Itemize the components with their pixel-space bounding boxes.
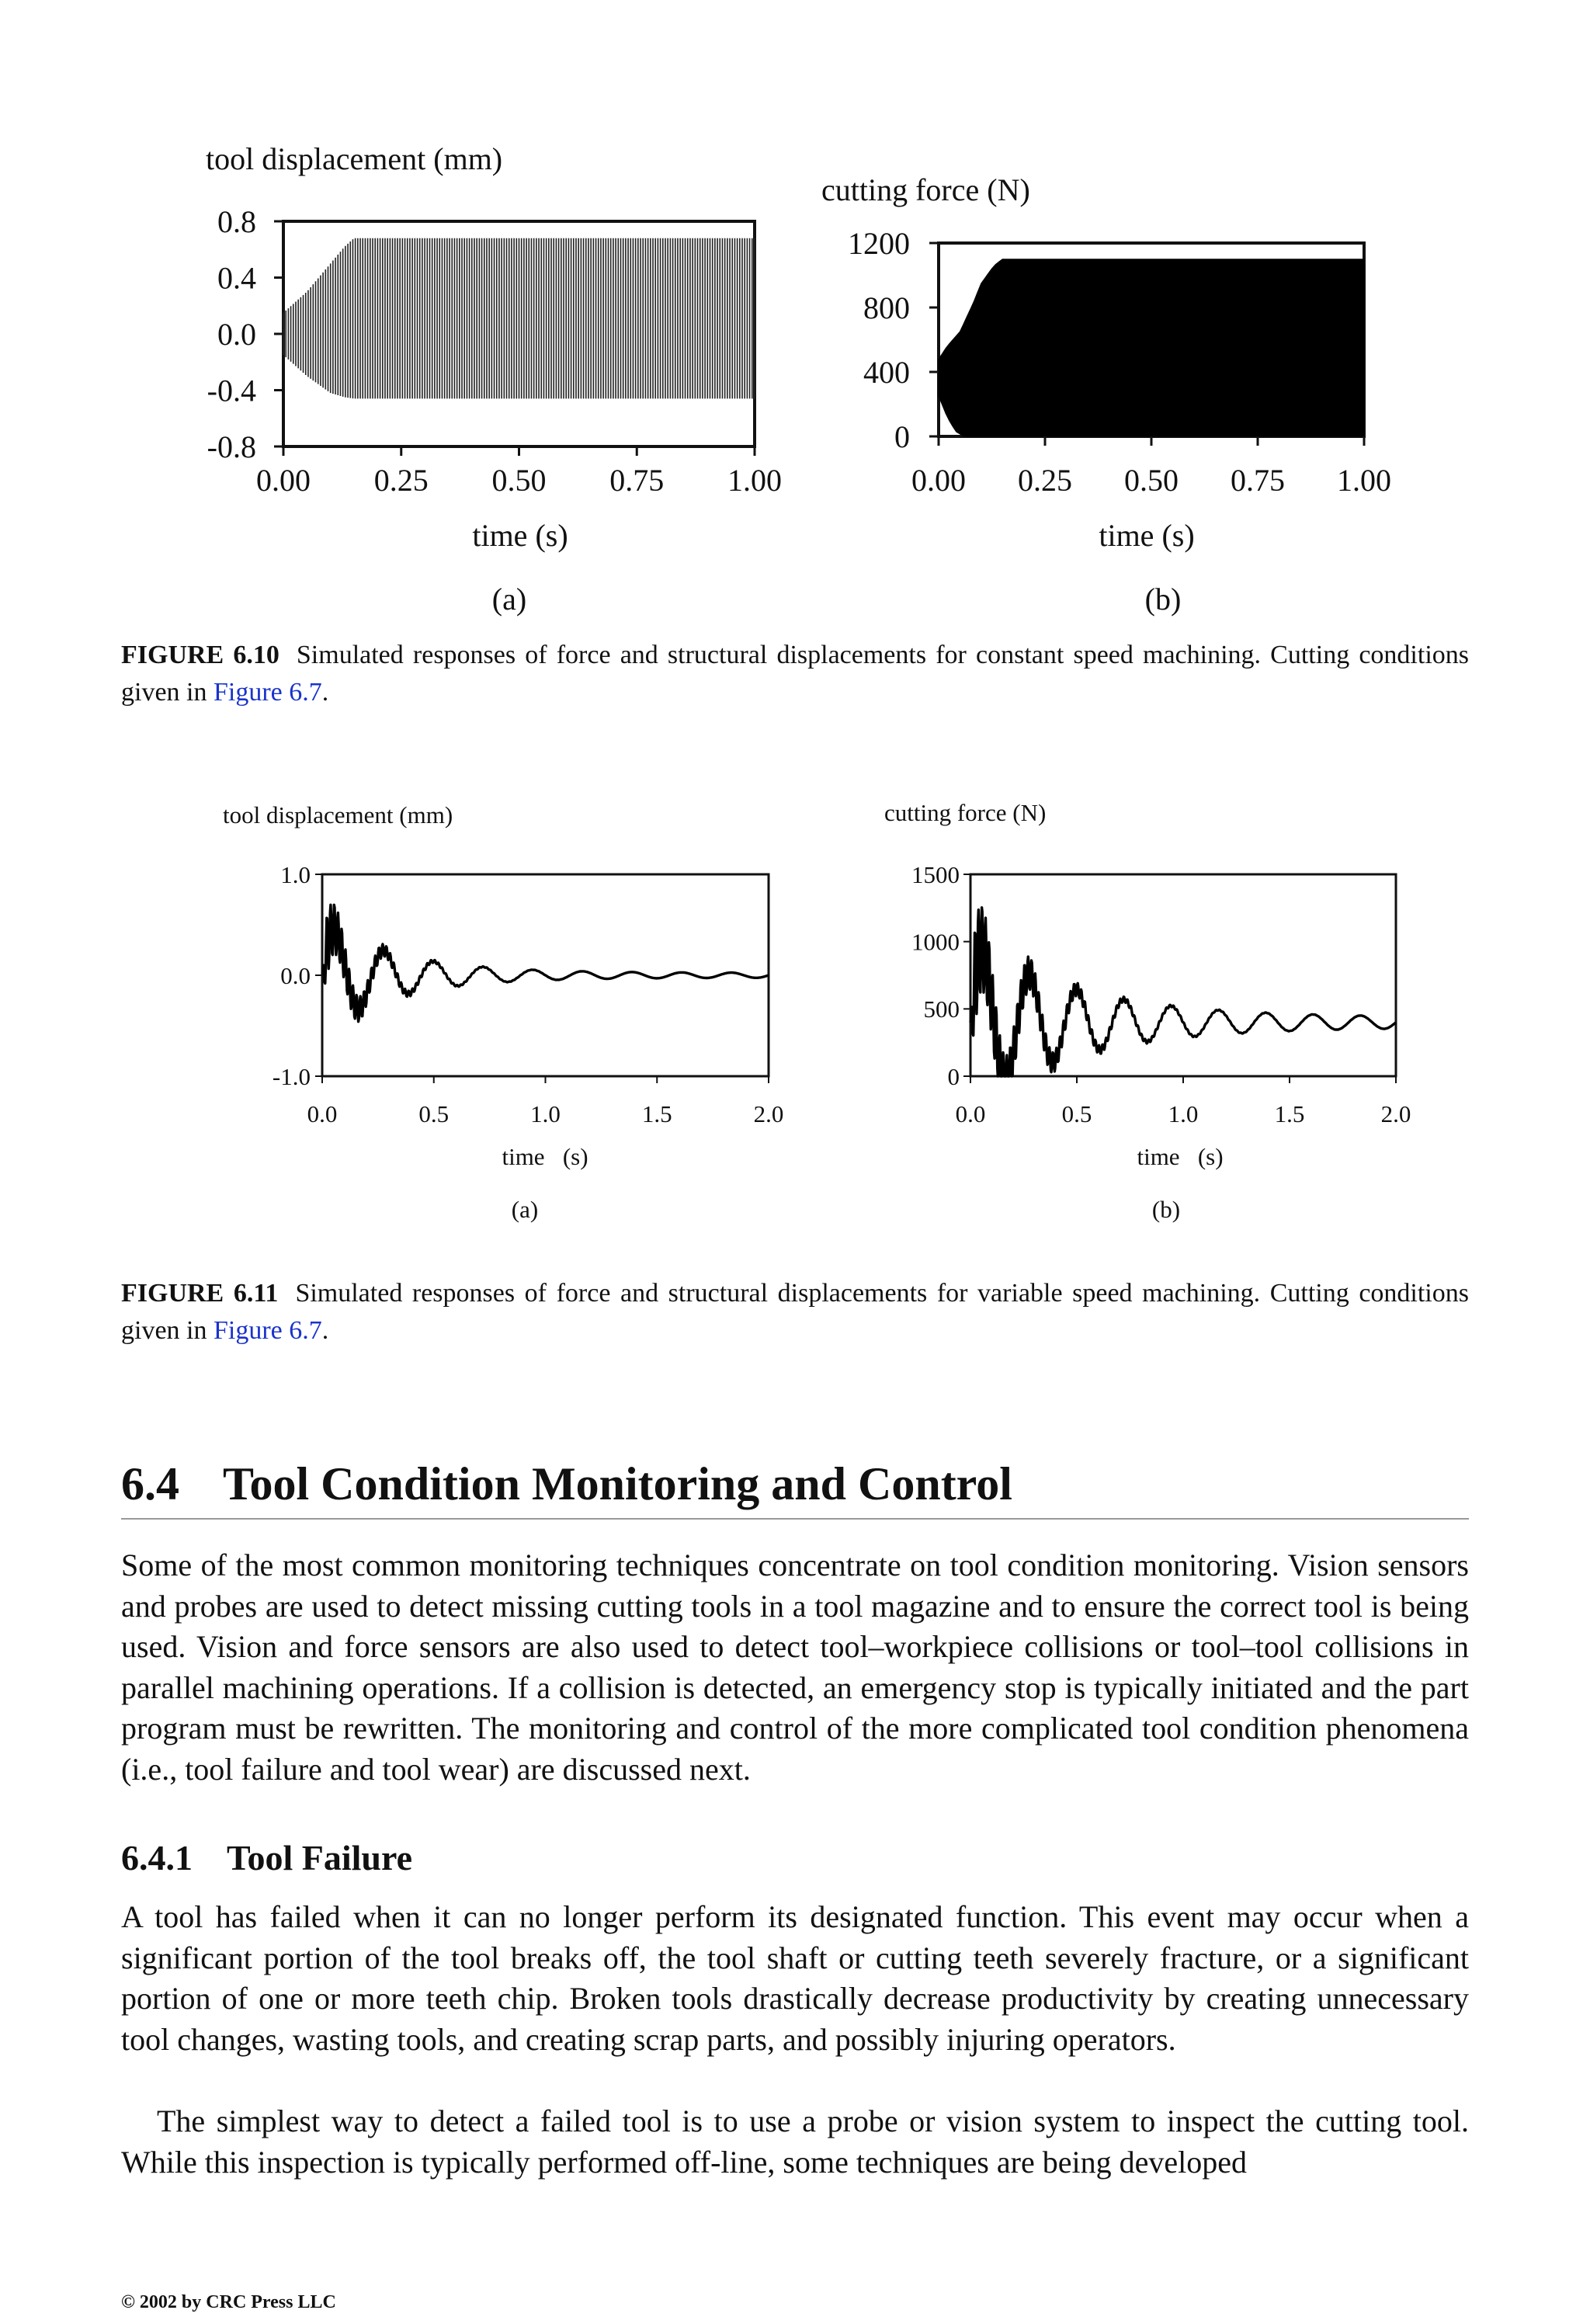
section-paragraph: Some of the most common monitoring techniques concentrate on tool condition monitoring. Vision sensors and probes are used to detect missing cutting tools in a tool magazine and to ensure the correct tool is being used. Vision and force sensors are also used to detect tool–workpiece collisions or tool–tool collisions in parallel machining operations. If a collision is detected, an emergency stop is typically initiated and the part program must be rewritten. The monitoring and control of the more complicated tool condition phenomena (i.e., tool failure and tool wear) are discussed next. [121,1548,1469,1787]
subsection-number: 6.4.1 [121,1838,193,1878]
y-tick-label: 800 [863,290,910,325]
x-tick-label: 0.0 [307,1100,338,1127]
y-tick-label: 500 [923,995,960,1023]
figure-6-11b-chart [884,799,1411,1223]
panel-label: (a) [511,1196,539,1223]
response-trace [970,908,1396,1076]
figure-link[interactable]: Figure 6.7 [213,1316,322,1345]
caption-text: Simulated responses of force and structural displacements for constant speed machining. Cutting conditions given in [121,641,1470,707]
panel-label: (a) [491,582,527,617]
figure-6-10 [0,116,1590,629]
y-tick-label: 1.0 [280,860,311,888]
caption-text: Simulated responses of force and structural displacements for variable speed machining. Cutting conditions given in [121,1279,1469,1345]
figure-link[interactable]: Figure 6.7 [213,678,322,707]
y-tick-label: 0.8 [217,204,256,239]
y-tick-label: 0 [947,1062,960,1090]
x-tick-label: 2.0 [753,1100,784,1127]
y-tick-label: -1.0 [272,1062,311,1090]
y-axis-label: cutting force (N) [821,172,1030,207]
subsection-heading [121,1836,412,1880]
x-axis-label: time (s) [1099,518,1195,553]
figure-6-11-caption [121,1275,1469,1350]
x-tick-label: 0.0 [955,1100,986,1127]
x-tick-label: 1.0 [1168,1100,1199,1127]
x-tick-label: 2.0 [1380,1100,1411,1127]
x-axis-label: time (s) [502,1143,588,1170]
subsection-paragraph-2: The simplest way to detect a failed tool is to use a probe or vision system to inspect the cutting tool. While this inspection is typically performed off-line, some techniques are being developed [121,2103,1469,2180]
x-tick-label: 0.75 [1231,463,1285,498]
x-axis-label: time (s) [472,518,568,553]
caption-end: . [321,678,329,707]
figure-6-10a-chart [206,141,782,617]
x-tick-label: 0.5 [1061,1100,1092,1127]
x-tick-label: 0.5 [418,1100,450,1127]
x-tick-label: 0.00 [256,463,311,498]
section-title: Tool Condition Monitoring and Control [223,1458,1012,1509]
x-tick-label: 1.5 [641,1100,672,1127]
panel-label: (b) [1144,582,1182,617]
figure-6-11 [0,784,1590,1250]
x-tick-label: 1.00 [1337,463,1391,498]
y-tick-label: 1200 [848,226,910,261]
y-tick-label: 1000 [911,928,960,956]
x-axis-label: time (s) [1137,1143,1224,1170]
force-area [939,259,1364,436]
subsection-paragraph-1: A tool has failed when it can no longer perform its designated function. This event may occur when a significant portion of the tool breaks off, the tool shaft or cutting teeth severely fracture, or a significant portion of one or more teeth chip. Broken tools drastically decrease productivity by creating unnecessary tool changes, wasting tools, and creating scrap parts, and possibly injuring operators. [121,1899,1469,2057]
x-tick-label: 0.50 [491,463,547,498]
caption-end: . [321,1316,329,1345]
x-tick-label: 0.00 [911,463,966,498]
x-tick-label: 1.5 [1274,1100,1305,1127]
panel-label: (b) [1151,1196,1181,1223]
y-tick-label: 400 [863,355,910,390]
y-tick-label: 0 [894,419,910,454]
x-tick-label: 0.50 [1124,463,1179,498]
figure-6-11a-chart [223,801,783,1223]
figure-6-10b-chart [821,172,1391,617]
copyright-footer: © 2002 by CRC Press LLC [121,2292,336,2312]
x-tick-label: 1.00 [727,463,782,498]
figure-label: FIGURE 6.10 [121,641,279,669]
y-axis-label: tool displacement (mm) [223,801,453,829]
subsection-title: Tool Failure [227,1838,412,1878]
section-number: 6.4 [121,1458,179,1509]
y-tick-label: 0.0 [217,317,256,352]
y-tick-label: 0.4 [217,260,256,296]
x-tick-label: 0.75 [609,463,665,498]
y-tick-label: -0.8 [207,429,256,464]
x-tick-label: 1.0 [530,1100,561,1127]
y-tick-label: -0.4 [207,373,256,408]
y-tick-label: 1500 [911,860,960,888]
x-tick-label: 0.25 [373,463,429,498]
y-axis-label: tool displacement (mm) [206,141,503,176]
response-trace [322,905,769,1021]
y-tick-label: 0.0 [280,961,311,989]
x-tick-label: 0.25 [1018,463,1072,498]
y-axis-label: cutting force (N) [884,799,1047,826]
section-heading [121,1456,1469,1520]
figure-label: FIGURE 6.11 [121,1279,279,1308]
figure-6-10-caption [121,637,1469,711]
